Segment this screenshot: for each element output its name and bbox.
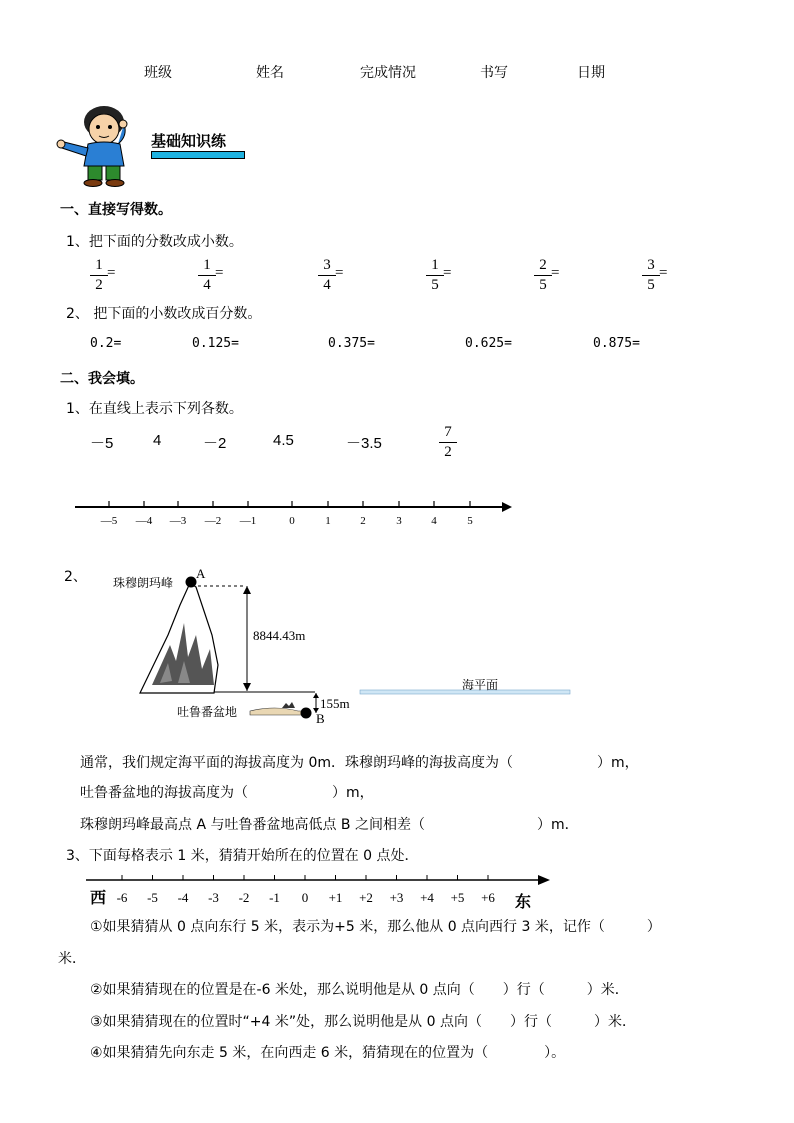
fraction-numerator: 1 [95,257,103,273]
fraction-item [198,256,216,294]
banner-underline [151,151,245,159]
point-a-label: A [196,566,206,581]
position-line-label: -2 [238,890,250,905]
fraction-item [90,256,108,294]
fraction-numerator: 1 [203,257,211,273]
point-b-label: B [316,711,325,726]
position-line-label: +2 [359,890,373,905]
point-a [186,577,197,588]
name-label: 姓名 [256,65,284,81]
fraction-numerator: 3 [323,257,331,273]
equals-sign: = [551,265,560,281]
position-line-label: -3 [208,890,219,905]
decimal-item: 0.375= [328,336,375,351]
fraction-numerator: 3 [647,257,655,273]
position-line-label: -6 [116,890,128,905]
fraction-denominator: 5 [647,277,655,293]
fraction-numerator: 7 [444,424,452,440]
position-line-label: +4 [420,890,434,905]
fraction-item [534,256,552,294]
decimal-item: 0.125= [192,336,239,351]
east-label: 东 [515,892,532,911]
position-line-label: 0 [301,890,309,905]
number-line-label: —2 [204,515,222,527]
section2-q1-prompt: 1、在直线上表示下列各数。 [66,401,243,417]
equals-sign: = [107,265,116,281]
fraction-numerator: 2 [539,257,547,273]
number-item: 4 [153,432,162,449]
point-b [301,708,312,719]
fraction-item [426,256,444,294]
fraction-denominator: 2 [444,444,452,460]
number-line-label: —4 [135,515,153,527]
position-line-label: +5 [450,890,465,905]
number-line-label: 0 [289,515,295,527]
sea-label: 海平面 [462,678,499,692]
q3-prompt: 3、下面每格表示 1 米，猜猜开始所在的位置在 0 点处． [66,848,419,864]
number-line-label: 2 [360,515,366,527]
section1-q2-prompt: 2、 把下面的小数改成百分数。 [66,306,262,322]
fraction-denominator: 4 [203,277,211,293]
equals-sign: = [659,265,668,281]
peak-label: 珠穆朗玛峰 [113,576,174,590]
number-line-label: 3 [396,515,402,527]
basin-label: 吐鲁番盆地 [177,705,238,719]
position-line-label: +3 [389,890,404,905]
section1-q1-prompt: 1、把下面的分数改成小数。 [66,234,243,250]
banner-title: 基础知识练 [151,132,227,150]
height-label: 8844.43m [253,628,306,643]
position-line-label: -1 [269,890,280,905]
q3-item1: ①如果猜猜从 0 点向东行 5 米，表示为+5 米，那么他从 0 点向西行 3 米，记作（ ） [90,919,661,935]
fraction-numerator: 1 [431,257,439,273]
position-number-line [86,868,556,912]
depth-label: 155m [320,696,350,711]
q3-item2: ②如果猜猜现在的位置是在-6 米处，那么说明他是从 0 点向（ ）行（ ）米． [90,982,629,998]
q2-text-line3: 珠穆朗玛峰最高点 A 与吐鲁番盆地高低点 B 之间相差（ ）m． [80,817,579,833]
position-line-arrow [538,875,550,885]
number-line-label: —3 [169,515,187,527]
position-line-label: +6 [481,890,495,905]
equals-sign: = [335,265,344,281]
number-item: －5 [90,435,114,452]
q2-number: 2、 [64,569,87,585]
number-line-label: —1 [239,515,257,527]
position-line-label: -5 [147,890,158,905]
number-item: 4.5 [273,432,294,449]
number-line-label: —5 [100,515,118,527]
number-line [70,496,520,532]
number-line-label: 5 [467,515,473,527]
number-line-label: 4 [431,515,437,527]
fraction-denominator: 5 [539,277,547,293]
number-line-label: 1 [325,515,331,527]
decimal-item: 0.875= [593,336,640,351]
fraction-item [642,256,660,294]
equals-sign: = [215,265,224,281]
boy-illustration [52,102,142,188]
q2-text-line2: 吐鲁番盆地的海拔高度为（ ）m， [80,785,374,801]
position-line-label: -4 [177,890,189,905]
q3-item4: ④如果猜猜先向东走 5 米，在向西走 6 米，猜猜现在的位置为（ ）。 [90,1045,566,1061]
decimal-item: 0.625= [465,336,512,351]
position-line-label: +1 [328,890,343,905]
q2-text-line1: 通常，我们规定海平面的海拔高度为 0m．珠穆朗玛峰的海拔高度为（ ）m， [80,755,639,771]
class-label: 班级 [144,65,172,81]
fraction-denominator: 4 [323,277,331,293]
completion-label: 完成情况 [360,65,416,81]
number-item: －3.5 [346,435,382,452]
number-line-arrow [502,502,512,512]
fraction-denominator: 2 [95,277,103,293]
q3-item1-cont: 米． [58,951,86,967]
date-label: 日期 [577,65,605,81]
section2-title: 二、我会填。 [60,371,144,387]
q3-item3: ③如果猜猜现在的位置时“+4 米”处，那么说明他是从 0 点向（ ）行（ ）米． [90,1014,636,1030]
decimal-item: 0.2= [90,336,122,351]
equals-sign: = [443,265,452,281]
section1-title: 一、直接写得数。 [60,202,172,218]
fraction-denominator: 5 [431,277,439,293]
number-item: －2 [203,435,227,452]
fraction-seven-halves [439,423,457,461]
writing-label: 书写 [480,65,508,81]
west-label: 西 [90,888,107,907]
fraction-item [318,256,336,294]
